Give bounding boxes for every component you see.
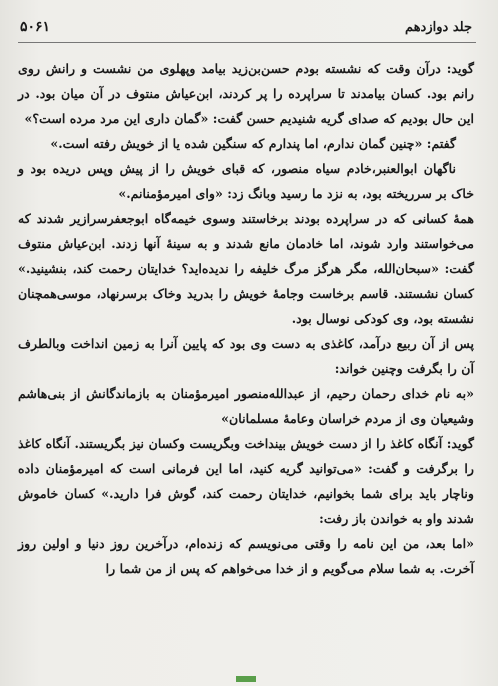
paragraph: گفتم: «چنین گمان ندارم، اما پندارم که سنگین شده یا از خویش رفته است.» bbox=[50, 136, 456, 151]
page-header bbox=[20, 14, 472, 40]
page-number: ۵۰۶۱ bbox=[20, 19, 51, 35]
paragraph: «اما بعد، من این نامه را وقتی می‌نویسم که زنده‌ام، درآخرین روز دنیا و اولین روز آخرت. به شما سلام می‌گویم و از خدا می‌خواهم که پس از من شما را bbox=[18, 536, 474, 576]
paragraph: گوید: آنگاه کاغذ را از دست خویش بینداخت وبگریست وکسان نیز بگریستند. آنگاه کاغذ را برگرفت و گفت: «می‌توانید گریه کنید، اما این فرمانی است که امیرمؤمنان داده وناچار باید برای شما بخوانیم، خدایتان رحمت کند، گوش فرا دارید.» کسان خاموش شدند واو به خواندن باز رفت: bbox=[18, 436, 474, 526]
running-title: جلد دوازدهم bbox=[405, 19, 472, 35]
body-text bbox=[18, 56, 474, 581]
paragraph: ناگهان ابوالعنبر،خادم سیاه منصور، که قبای خویش را از پیش وپس دریده بود و خاک بر سرریخته بود، به نزد ما رسید وبانگ زد: «وای امیرمؤمنانم.» bbox=[18, 161, 474, 201]
header-divider bbox=[18, 42, 476, 43]
paragraph: پس از آن ربیع درآمد، کاغذی به دست وی بود که پایین آنرا به زمین انداخت وبالطرف آن را بگرفت وچنین خواند: bbox=[18, 336, 474, 376]
paragraph: همهٔ کسانی که در سراپرده بودند برخاستند وسوی خیمه‌گاه ابوجعفرسرازیر شدند که می‌خواستند وارد شوند، اما خادمان مانع شدند و به سینهٔ آنها زدند. ابن‌عیاش منتوف گفت: «سبحان‌الله، مگر هرگز مرگ خلیفه را ندیده‌اید؟ خدایتان رحمت کند، بنشینید.» کسان نشستند. قاسم برخاست وجامهٔ خویش را بدرید وخاک برسرنهاد، موسی‌همچنان نشسته بود، وی کودکی نوسال بود. bbox=[18, 211, 474, 326]
binding-tab bbox=[236, 676, 256, 682]
paragraph: «به نام خدای رحمان رحیم، از عبدالله‌منصور امیرمؤمنان به بازماندگانش از بنی‌هاشم وشیعیان وی از مردم خراسان وعامهٔ مسلمانان» bbox=[18, 386, 474, 426]
paragraph: گوید: درآن وقت که نشسته بودم حسن‌بن‌زید بیامد وپهلوی من نشست و رانش روی رانم بود. کسان بیامدند تا سراپرده را پر کردند، ابن‌عیاش منتوف در آن میان بود. در این حال بودیم که صدای گریه شنیدیم حسن گفت: «گمان داری این مرد مرده است؟» bbox=[18, 61, 474, 126]
